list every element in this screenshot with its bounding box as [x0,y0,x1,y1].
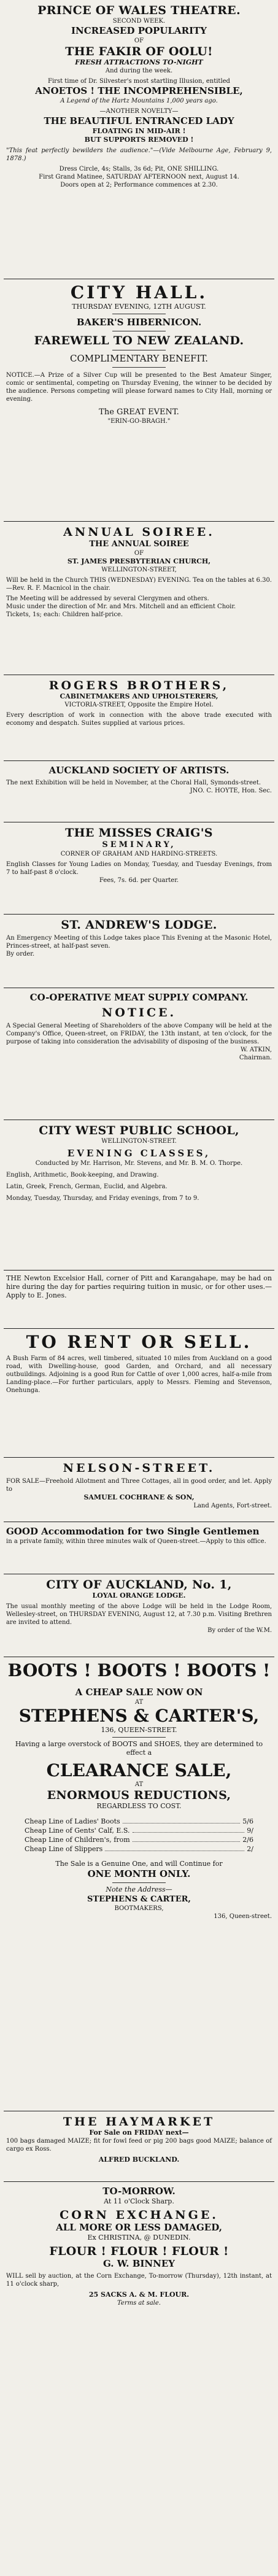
ad-loyal-orange-lodge [4,1574,274,1657]
ad-signature-role: Chairman. [239,1054,272,1061]
ad-nelson-street [4,1458,274,1522]
ad-good-accommodation [4,1522,274,1574]
ad-text: The Sale is a Genuine One, and will Continue for [55,1860,223,1868]
ad-annual-soiree [4,522,274,675]
ad-text: Ex CHRISTINA, @ DUNEDIN. [87,2234,191,2241]
price-label: Cheap Line of Slippers [25,1845,103,1853]
ad-signature: W. ATKIN, [241,1046,272,1053]
ad-headline: INCREASED POPULARITY [71,25,207,36]
ad-signature: ALFRED BUCKLAND. [98,2156,180,2164]
ad-body: The usual monthly meeting of the above Lodge will be held in the Lodge Room, Wellesley-street, on THURSDAY EVENING, August 12, at 7.30 p.m. Visiting Brethren are invited to attend. [6,1603,272,1626]
price-label: Cheap Line of Ladies' Boots [25,1817,120,1825]
ad-title: CITY WEST PUBLIC SCHOOL, [39,1124,239,1137]
ad-title: CITY HALL. [70,282,208,303]
ad-headline: ONE MONTH ONLY. [87,1868,191,1879]
ad-text: At 11 o'Clock Sharp. [104,2197,174,2205]
ad-quote: "This feat perfectly bewilders the audience."—(Vide Melbourne Age, February 9, 1878.) [6,147,272,162]
ad-text: First time of Dr. Silvester's most startling Illusion, entitled [48,78,230,85]
price-value: 2/6 [242,1836,253,1844]
ad-text: BOOTMAKERS, [114,1905,164,1912]
ad-rent-or-sell [4,1329,274,1458]
ad-text: FRESH ATTRACTIONS TO-NIGHT [75,58,203,66]
ad-city-hall [4,279,274,522]
ad-connector: AT [134,1699,144,1706]
ad-date: THURSDAY EVENING, 12TH AUGUST. [72,303,206,311]
ad-body: Tickets, 1s; each: Children half-price. [6,611,123,618]
divider [112,1882,166,1883]
price-label: Cheap Line of Children's, from [25,1836,130,1844]
ad-signature: By order of the W.M. [207,1627,272,1634]
price-value: 2/ [247,1845,253,1853]
ad-headline: THE FAKIR OF OOLU! [65,45,213,58]
ad-title: THE MISSES CRAIG'S [65,826,213,840]
ad-text: WELLINGTON-STREET, [101,567,177,573]
ad-body: English Classes for Young Ladies on Monday, Tuesday, and Tuesday Evenings, from 7 to half-past 8 o'clock. [6,861,272,876]
ad-text: Doors open at 2; Performance commences at 2.30. [60,182,218,188]
ad-text: Conducted by Mr. Harrison, Mr. Stevens, and Mr. B. M. O. Thorpe. [35,1160,243,1167]
ad-prices: Dress Circle, 4s; Stalls, 3s 6d; Pit, ONE SHILLING. [59,166,219,172]
ad-title: PRINCE OF WALES THEATRE. [37,4,241,17]
ad-headline: 25 SACKS A. & M. FLOUR. [88,2291,190,2299]
ad-text: The GREAT EVENT. [99,408,179,417]
ad-text: FLOATING IN MID-AIR ! [92,127,186,135]
ad-city-west-school [4,1120,274,1271]
ad-connector: AT [134,1781,144,1788]
ad-text: BUT SUPPORTS REMOVED ! [84,136,194,144]
ad-signature: By order. [6,951,35,957]
ad-agent: SAMUEL COCHRANE & SON, [83,1493,195,1501]
ad-firm: STEPHENS & CARTER'S, [18,1706,260,1726]
ad-body: NOTICE.—A Prize of a Silver Cup will be presented to the Best Amateur Singer, comic or sentimental, competing on Thursday Evening, the winner to be decided by the audience. Persons competing will please forward names to City Hall, morning or evening. [6,372,272,403]
ad-body: The Meeting will be addressed by several Clergymen and others. [6,595,209,602]
ad-title: CO-OPERATIVE MEAT SUPPLY COMPANY. [29,992,249,1003]
ad-stephens-carter-boots [4,1657,274,2111]
ad-text: Fees, 7s. 6d. per Quarter. [99,877,179,884]
ad-headline: CLEARANCE SALE, [46,1760,232,1781]
price-label: Cheap Line of Gents' Calf, E.S. [25,1827,130,1835]
ad-title: ST. ANDREW'S LODGE. [61,918,217,932]
ad-text: A Legend of the Hartz Mountains 1,000 years ago. [60,98,218,104]
ad-text: VICTORIA-STREET, Opposite the Empire Hotel. [64,702,214,708]
ad-text: "ERIN-GO-BRAGH." [107,418,171,425]
ad-headline: LOYAL ORANGE LODGE. [92,1592,186,1599]
ad-body: Every description of work in connection with the above trade executed with economy and despatch. Suites supplied at various prices. [6,712,272,727]
ad-connector: OF [134,37,144,44]
ad-rogers-brothers [4,675,274,761]
ad-craig-seminary [4,822,274,915]
ad-text: And during the week. [105,68,173,74]
ad-body: English, Arithmetic, Book-keeping, and Drawing. [6,1172,159,1178]
price-row [25,1835,253,1844]
ad-connector: OF [134,550,144,557]
ad-auctioneer: G. W. BINNEY [103,2258,175,2269]
ad-st-andrews-lodge [4,915,274,988]
ad-title: GOOD Accommodation for two Single Gentlemen [6,1526,260,1537]
ad-body: in a private family, within three minutes walk of Queen-street.—Apply to this office. [6,1538,266,1545]
ad-body: WILL sell by auction, at the Corn Exchange, To-morrow (Thursday), 12th instant, at 11 o'clock sharp, [6,2273,272,2288]
ad-agent-role: Land Agents, Fort-street. [193,1503,272,1509]
ad-title: CORN EXCHANGE. [60,2208,218,2222]
ad-headline: COMPLIMENTARY BENEFIT. [69,353,208,364]
ad-address: 136, Queen-street. [214,1913,272,1920]
ad-title: AUCKLAND SOCIETY OF ARTISTS. [48,765,230,776]
ad-headline: ANOETOS ! THE INCOMPREHENSIBLE, [35,85,243,96]
ad-text: REGARDLESS TO COST. [96,1802,182,1810]
ad-title: BOOTS ! BOOTS ! BOOTS ! [7,1660,271,1681]
price-row [25,1844,253,1854]
ad-text: CORNER OF GRAHAM AND HARDING-STREETS. [60,851,218,857]
ad-headline: THE BEAUTIFUL ENTRANCED LADY [44,115,234,126]
ad-body: A Special General Meeting of Shareholders of the above Company will be held at the Company's Office, Queen-street, on FRIDAY, the 13th instant, at ten o'clock, for the purpose of taking into consideration the advisability of disposing of the business. [6,1023,272,1045]
ad-body: FOR SALE—Freehold Allotment and Three Cottages, all in good order, and let. Apply to [6,1478,272,1493]
ad-headline: ENORMOUS REDUCTIONS, [47,1789,231,1802]
ad-headline: BAKER'S HIBERNICON. [76,317,202,328]
ad-title: CITY OF AUCKLAND, No. 1, [46,1578,232,1592]
ad-body: Monday, Tuesday, Thursday, and Friday evenings, from 7 to 9. [6,1195,199,1202]
divider [112,1737,166,1738]
ad-headline: THE ANNUAL SOIREE [89,540,189,549]
ad-headline: For Sale on FRIDAY next— [89,2129,189,2137]
ad-address: 136, QUEEN-STREET. [101,1726,177,1734]
price-list [25,1817,253,1854]
ad-text: Note the Address— [106,1886,172,1893]
ad-body: An Emergency Meeting of this Lodge takes place This Evening at the Masonic Hotel, Princes-street, at half-past seven. [6,935,272,950]
ad-haymarket [4,2111,274,2182]
ad-text: Terms at sale. [117,2300,161,2307]
ad-society-of-artists [4,761,274,822]
ad-firm: STEPHENS & CARTER, [87,1895,191,1904]
ad-subtitle: SECOND WEEK. [112,18,166,25]
ad-corn-exchange [4,2182,274,2338]
ad-headline: EVENING CLASSES, [67,1148,211,1159]
ad-title: TO RENT OR SELL. [26,1332,252,1352]
ad-text: WELLINGTON-STREET. [101,1138,177,1145]
ad-headline: ALL MORE OR LESS DAMAGED, [56,2222,222,2233]
ad-text: First Grand Matinee, SATURDAY AFTERNOON next, August 14. [39,174,239,180]
ad-body: Will be held in the Church THIS (WEDNESDAY) EVENING. Tea on the tables at 6.30.—Rev. R. F. Macnicol in the chair. [6,577,272,592]
ad-text: Having a large overstock of BOOTS and SHOES, they are determined to effect a [15,1740,263,1757]
price-row [25,1826,253,1835]
ad-title: ROGERS BROTHERS, [48,679,230,692]
ad-body: 100 bags damaged MAIZE; fit for fowl feed or pig 200 bags good MAIZE; balance of cargo ex Ross. [6,2138,272,2152]
ad-body: Music under the direction of Mr. and Mrs. Mitchell and an efficient Choir. [6,603,236,610]
price-row [25,1817,253,1826]
ad-headline: TO-MORROW. [102,2186,176,2197]
ad-headline: FAREWELL TO NEW ZEALAND. [34,334,244,347]
price-value: 5/6 [242,1817,253,1825]
ad-prince-of-wales-theatre [4,0,274,279]
ad-text: —ANOTHER NOVELTY— [99,108,179,115]
ad-title: THE HAYMARKET [63,2115,215,2129]
ad-cooperative-meat [4,988,274,1120]
ad-body: A Bush Farm of 84 acres, well timbered, situated 10 miles from Auckland on a good road, with Dwelling-house, good Garden, and Orchard, and all necessary outbuildings. Adjoining is a good Run for Cattle of over 1,000 acres, half-a-mile from Landing-place.—For further particulars, apply to Messrs. Fleming and Stevenson, Onehunga. [6,1355,272,1394]
ad-signature: JNO. C. HOYTE, Hon. Sec. [190,787,272,794]
ad-headline: A CHEAP SALE NOW ON [75,1687,203,1698]
divider [112,367,166,368]
ad-body: Latin, Greek, French, German, Euclid, and Algebra. [6,1183,168,1190]
ad-body: The next Exhibition will be held in November, at the Choral Hall, Symonds-street. [6,779,261,786]
ad-title: NELSON-STREET. [63,1461,215,1475]
ad-title: ANNUAL SOIREE. [63,525,215,539]
ad-body: THE Newton Excelsior Hall, corner of Pitt and Karangahape, may be had on hire during the day for parties requiring tuition in music, or for other uses.—Apply to E. Jones. [6,1274,272,1299]
ad-newton-hall [4,1271,274,1329]
ad-headline: NOTICE. [101,1006,177,1019]
ad-headline: ST. JAMES PRESBYTERIAN CHURCH, [67,557,211,565]
price-value: 9/ [247,1827,253,1835]
ad-headline: SEMINARY, [102,840,176,849]
ad-headline: CABINETMAKERS AND UPHOLSTERERS, [60,692,218,700]
ad-headline: FLOUR ! FLOUR ! FLOUR ! [49,2245,229,2258]
